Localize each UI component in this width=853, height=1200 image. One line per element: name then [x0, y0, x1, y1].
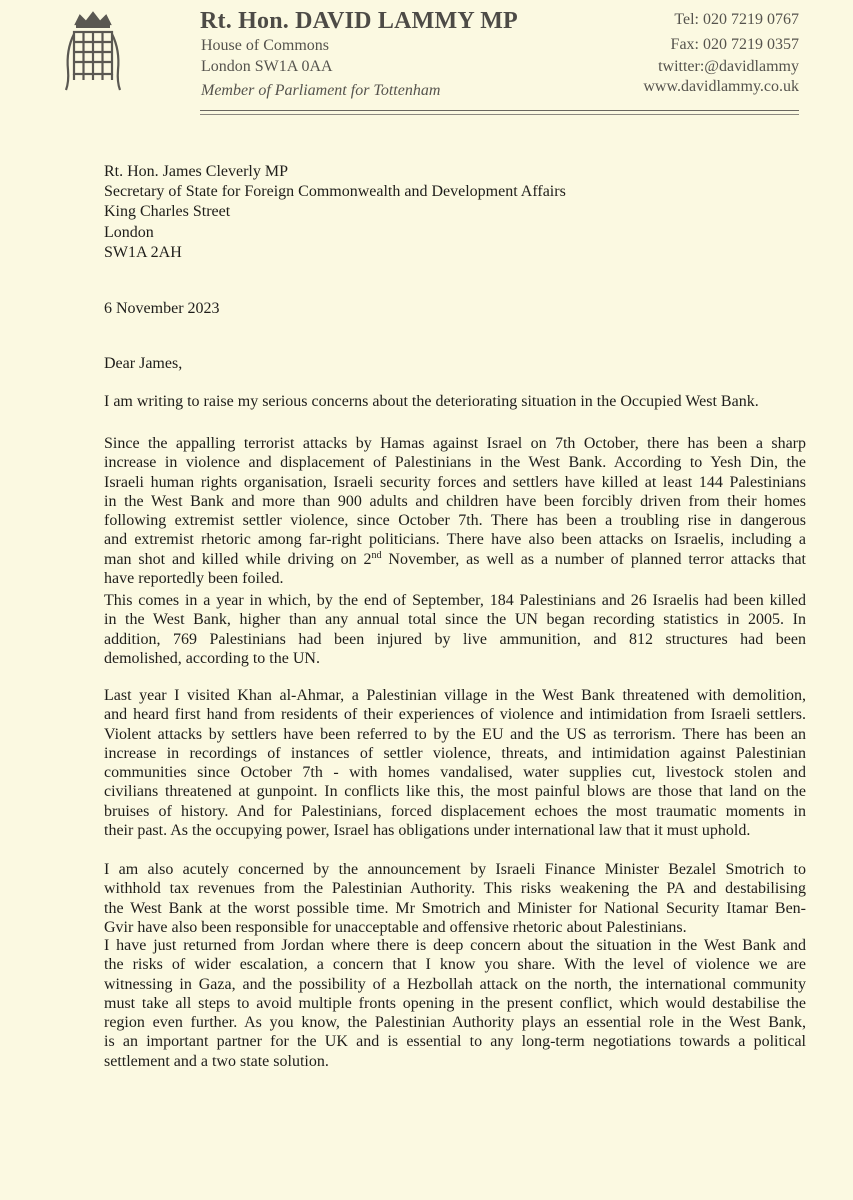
- paragraph-line: their past. As the occupying power, Israel has obligations under international law that it must uphold.: [104, 822, 751, 840]
- paragraph-line: increase in recordings of instances of settler violence, threats, and intimidation against Palestinian: [104, 744, 806, 762]
- recipient-role: Secretary of State for Foreign Commonwealth and Development Affairs: [104, 183, 566, 201]
- paragraph-line: the risks of wider escalation, a concern that I know you share. With the level of violence we are: [104, 956, 806, 974]
- paragraph-line: This comes in a year in which, by the end of September, 184 Palestinians and 26 Israelis had been killed: [104, 592, 806, 609]
- paragraph-line: Gvir have also been responsible for unacceptable and offensive rhetoric about Palestinians.: [104, 918, 687, 936]
- paragraph-line: settlement and a two state solution.: [104, 1052, 329, 1070]
- paragraph-line: region even further. As you know, the Palestinian Authority plays an essential role in the West Bank,: [104, 1014, 806, 1032]
- paragraph-line: in the West Bank, higher than any annual total since the UN began recording statistics in 2005. In: [104, 611, 806, 629]
- telephone: Tel: 020 7219 0767: [674, 11, 799, 28]
- paragraph-line: Since the appalling terrorist attacks by Hamas against Israel on 7th October, there has been a sharp: [104, 435, 806, 452]
- paragraph-line: communities since October 7th - with homes vandalised, water supplies cut, livestock stolen and: [104, 764, 806, 782]
- paragraph-line: Violent attacks by settlers have been referred to by the EU and the US as terrorism. There has been an: [104, 725, 806, 743]
- paragraph-line: and heard first hand from residents of their experiences of violence and intimidation from Israeli settlers.: [104, 706, 806, 724]
- twitter-handle: twitter:@davidlammy: [658, 58, 799, 75]
- recipient-postcode: SW1A 2AH: [104, 243, 182, 261]
- letterhead-divider-2: [200, 114, 799, 115]
- paragraph-line: civilians threatened at gunpoint. In conflicts like this, the most painful blows are those that land on the: [104, 783, 806, 801]
- paragraph-line: addition, 769 Palestinians had been injured by live ammunition, and 812 structures had been: [104, 630, 806, 648]
- line-segment: November, as well as a number of planned terror attacks that: [381, 550, 806, 568]
- recipient-street: King Charles Street: [104, 203, 231, 221]
- website: www.davidlammy.co.uk: [643, 78, 799, 95]
- office-city: London SW1A 0AA: [201, 58, 333, 75]
- paragraph-line: witnessing in Gaza, and the possibility of a Hezbollah attack on the north, the international community: [104, 975, 806, 993]
- paragraph-3: [104, 591, 806, 668]
- paragraph-line: bruises of history. And for Palestinians, forced displacement echoes the most traumatic moments in: [104, 802, 806, 820]
- fax: Fax: 020 7219 0357: [670, 36, 799, 53]
- paragraph-2: [104, 434, 806, 588]
- paragraph-line: and extremist rhetoric among far-right politicians. There have also been attacks on Israelis, including a: [104, 531, 806, 549]
- paragraph-line: Israeli human rights organisation, Israeli security forces and settlers have killed at least 144 Palestinians: [104, 473, 806, 491]
- recipient-name: Rt. Hon. James Cleverly MP: [104, 163, 288, 180]
- paragraph-line: in the West Bank and more than 900 adults and children have been forcibly driven from their homes: [104, 492, 806, 510]
- paragraph-line: demolished, according to the UN.: [104, 649, 320, 667]
- mp-name: Rt. Hon. DAVID LAMMY MP: [200, 8, 518, 34]
- paragraph-line: increase in violence and displacement of Palestinians in the West Bank. According to Yesh Din, the: [104, 454, 806, 472]
- letterhead-divider: [200, 110, 799, 111]
- office-house: House of Commons: [201, 37, 329, 54]
- paragraph-line: must take all steps to avoid multiple fronts opening in the present conflict, which would destabilise the: [104, 994, 806, 1012]
- letter-date: 6 November 2023: [104, 300, 220, 317]
- paragraph-line: have reportedly been foiled.: [104, 570, 284, 588]
- line-segment: man shot and killed while driving on 2: [104, 550, 372, 568]
- paragraph-6: [104, 936, 806, 1071]
- paragraph-line: following extremist settler violence, since October 7th. There has been a troubling rise in dangerous: [104, 512, 806, 530]
- salutation: Dear James,: [104, 355, 183, 372]
- constituency: Member of Parliament for Tottenham: [201, 82, 441, 99]
- paragraph-line: I am also acutely concerned by the announcement by Israeli Finance Minister Bezalel Smotrich to: [104, 861, 806, 878]
- recipient-address: [104, 162, 566, 263]
- paragraph-line: Last year I visited Khan al-Ahmar, a Palestinian village in the West Bank threatened with demolition,: [104, 687, 806, 704]
- paragraph-line: is an important partner for the UK and is essential to any long-term negotiations towards a political: [104, 1033, 806, 1051]
- ordinal-superscript: nd: [371, 549, 382, 561]
- paragraph-5: [104, 860, 806, 937]
- paragraph-line: I have just returned from Jordan where there is deep concern about the situation in the West Bank and: [104, 937, 806, 954]
- recipient-city: London: [104, 223, 154, 241]
- paragraph-line-with-superscript: [104, 550, 806, 569]
- portcullis-crest-icon: [62, 10, 124, 94]
- paragraph-line: withhold tax revenues from the Palestinian Authority. This risks weakening the PA and destabilising: [104, 880, 806, 898]
- paragraph-1: I am writing to raise my serious concerns about the deteriorating situation in the Occupied West Bank.: [104, 393, 759, 410]
- paragraph-4: [104, 686, 806, 840]
- paragraph-line: the West Bank at the worst possible time. Mr Smotrich and Minister for National Security Itamar Ben-: [104, 899, 806, 917]
